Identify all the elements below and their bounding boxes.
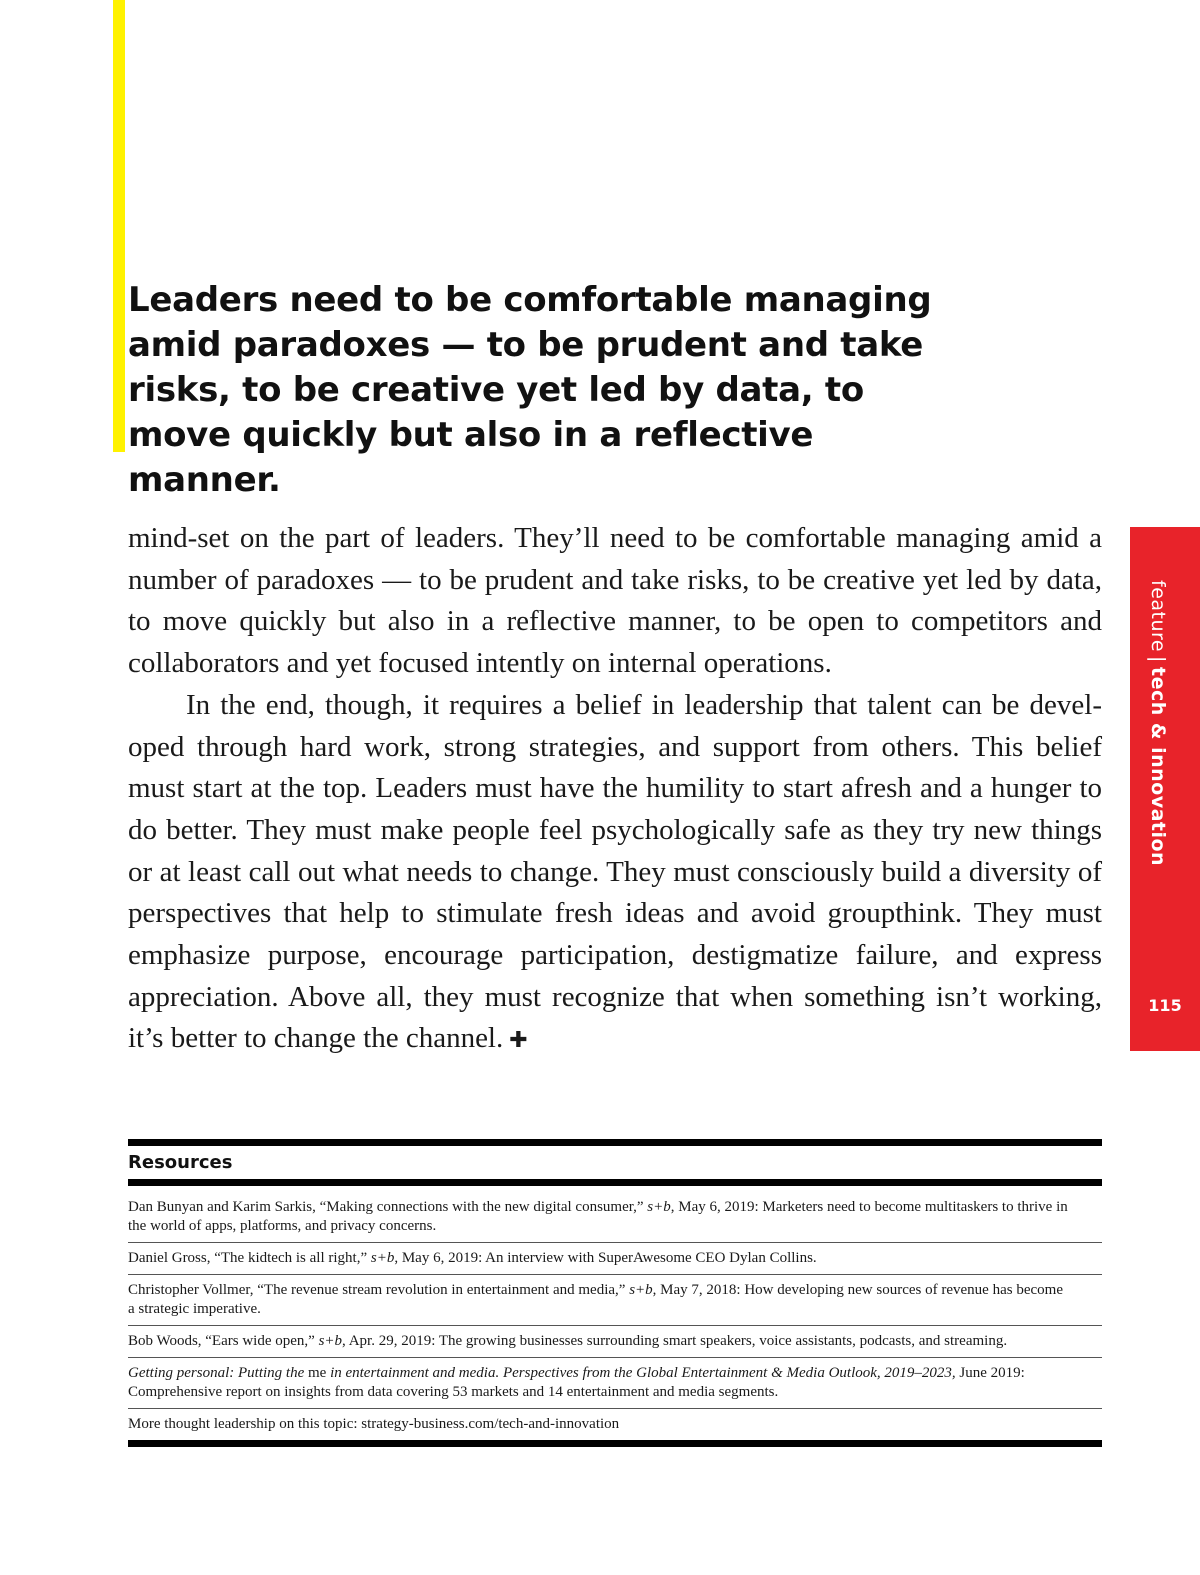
body-paragraph-text: In the end, though, it requires a belief in leadership that talent can be developed through hard work, strong strategies, and support from others. This belief must start at the top. Leaders must have the humility to start afresh and a hunger to do better. They must make people feel psychologically safe as they try new things or at least call out what needs to change. They must consciously build a diversity of perspectives that help to stimulate fresh ideas and avoid groupthink. They must emphasize purpose, encourage participation, destigmatize failure, and express appreciation. Above all, they must recognize that when something isn’t working, it’s better to change the channel. [128,688,1102,1055]
report-title: Getting personal: Putting the [128,1365,308,1381]
accent-bar [113,0,125,452]
resource-link[interactable]: More thought leadership on this topic: strategy-business.com/tech-and-innovation [128,1416,620,1432]
section-name: feature [1147,580,1169,653]
resources-heading: Resources [128,1152,233,1173]
section-label [1147,580,1169,866]
pull-quote: Leaders need to be comfortable managing amid paradoxes — to be prudent and take risks, to be creative yet led by data, to move quickly but also in a reflective manner. [128,280,932,500]
resource-text: Christopher Vollmer, “The revenue stream revolution in entertainment and media,” [128,1282,630,1298]
publication-name: s+b [629,1282,653,1298]
resource-text: Dan Bunyan and Karim Sarkis, “Making connections with the new digital consumer,” [128,1199,648,1215]
publication-name: s+b [647,1199,671,1215]
report-title: me [307,1365,327,1381]
report-title: in entertainment and media. Perspectives from the Global Entertainment & Media Outlook, 2019–2023, [326,1365,956,1381]
divider [128,1139,1102,1146]
resource-item [128,1275,1102,1326]
divider [128,1440,1102,1447]
divider [128,1179,1102,1186]
body-paragraph: mind-set on the part of leaders. They’ll need to be comfortable managing amid a number of paradoxes — to be prudent and take risks, to be creative yet led by data, to move quickly but also in a reflective manner, to be open to competitors and collaborators and yet focused intently on internal operations. [128,522,1102,680]
publication-name: s+b [318,1333,343,1349]
resources-box [128,1139,1102,1447]
resource-text: , May 6, 2019: Marketers need to become multitaskers to thrive in the world of apps, platforms, and privacy concerns. [128,1199,1068,1234]
page-number: 115 [1148,996,1182,1015]
publication-name: s+b [370,1250,395,1266]
resource-item [128,1243,1102,1275]
resource-text: Daniel Gross, “The kidtech is all right,” [128,1250,371,1266]
resource-text: , May 6, 2019: An interview with SuperAwesome CEO Dylan Collins. [394,1250,817,1266]
body-paragraph [128,685,1102,1062]
resource-item [128,1358,1102,1409]
resource-text: June 2019: Comprehensive report on insights from data covering 53 markets and 14 entertainment and media segments. [128,1365,1025,1400]
resource-text: , Apr. 29, 2019: The growing businesses surrounding smart speakers, voice assistants, podcasts, and streaming. [342,1333,1008,1349]
section-topic: tech & innovation [1147,667,1169,867]
resource-text: Bob Woods, “Ears wide open,” [128,1333,319,1349]
resource-item [128,1326,1102,1358]
article-body [128,518,1102,1062]
resource-item [128,1192,1102,1243]
end-mark-icon: ✚ [509,1028,528,1054]
resource-text: , May 7, 2018: How developing new sources of revenue has become a strategic imperative. [128,1282,1063,1317]
resources-list [128,1192,1102,1440]
resource-link-item[interactable] [128,1409,1102,1440]
section-separator: | [1147,656,1169,664]
